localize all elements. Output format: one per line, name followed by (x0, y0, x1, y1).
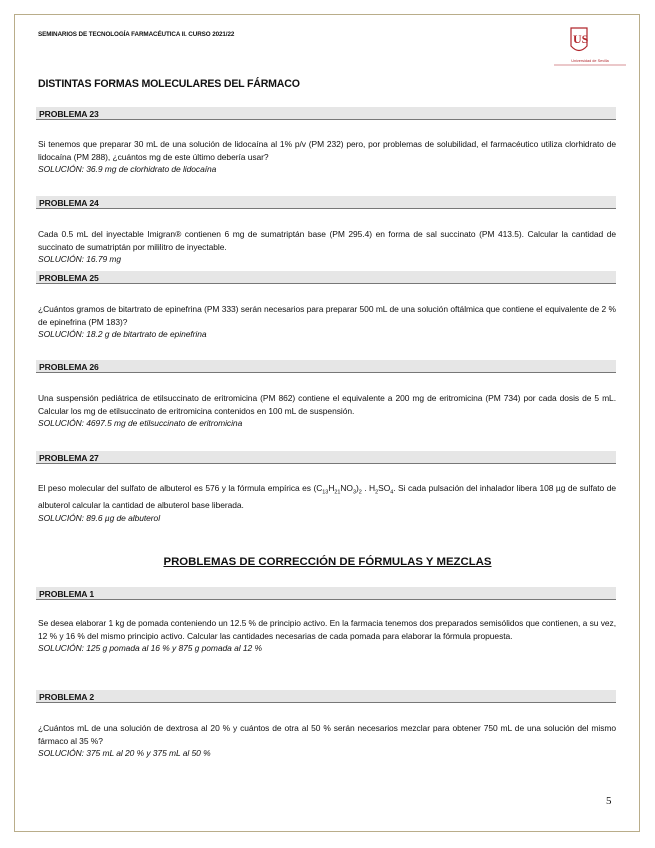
running-header: SEMINARIOS DE TECNOLOGÍA FARMACÉUTICA II. CURSO 2021/22 (38, 31, 235, 38)
problem-26-solution: SOLUCIÓN: 4697.5 mg de etilsuccinato de eritromicina (38, 418, 243, 428)
problem-26-bar: PROBLEMA 26 (36, 360, 616, 373)
university-logo (550, 24, 630, 68)
problem-23-solution: SOLUCIÓN: 36.9 mg de clorhidrato de lidocaína (38, 164, 217, 174)
problem-26-text: Una suspensión pediátrica de etilsuccinato de eritromicina (PM 862) contiene el equivalente a 200 mg de eritromicina (PM 734) por cada dosis de 5 mL. Calcular los mg de etilsuccinato de eritromicina contenidos en 100 mL de suspensión. (38, 393, 616, 416)
problem-1-text: Se desea elaborar 1 kg de pomada conteniendo un 12.5 % de principio activo. En la farmacia tenemos dos preparados semisólidos que contienen, a su vez, 12 % y 16 % del mismo principio activo. Calcular las cantidades necesarias de cada pomada para elaborar la fórmula propuesta. (38, 618, 616, 641)
problem-25-body (38, 303, 616, 341)
problem-24-bar: PROBLEMA 24 (36, 196, 616, 209)
problem-27-solution: SOLUCIÓN: 89.6 µg de albuterol (38, 512, 161, 523)
problem-23-body (38, 138, 616, 176)
problem-27-bar: PROBLEMA 27 (36, 451, 616, 464)
problem-26-body (38, 392, 616, 430)
problem-2-solution: SOLUCIÓN: 375 mL al 20 % y 375 mL al 50 % (38, 748, 211, 758)
problem-23-bar: PROBLEMA 23 (36, 107, 616, 120)
section-title-molecular-forms: DISTINTAS FORMAS MOLECULARES DEL FÁRMACO (38, 78, 300, 90)
problem-27-text: El peso molecular del sulfato de albuterol es 576 y la fórmula empírica es $(C_{13}H_{21}NO_3)_2$ . $H_2SO_4$. Si cada pulsación del inhalador libera 108 µg de sulfato de albuterol calcular la cantidad de albuterol base liberada. (38, 483, 616, 511)
problem-25-text: ¿Cuántos gramos de bitartrato de epinefrina (PM 333) serán necesarios para preparar 500 mL de una solución oftálmica que contiene el equivalente de 2 % de epinefrina (PM 183)? (38, 304, 616, 327)
section-title-corrections: PROBLEMAS DE CORRECCIÓN DE FÓRMULAS Y MEZCLAS (163, 556, 492, 568)
problem-25-solution: SOLUCIÓN: 18.2 g de bitartrato de epinefrina (38, 329, 207, 339)
problem-2-body (38, 722, 616, 760)
problem-1-bar: PROBLEMA 1 (36, 587, 616, 600)
problem-27-body (38, 482, 616, 524)
problem-1-solution: SOLUCIÓN: 125 g pomada al 16 % y 875 g pomada al 12 % (38, 643, 262, 653)
problem-1-body (38, 617, 616, 655)
logo-mark: US (573, 32, 589, 46)
logo-caption: Universidad de Sevilla (571, 59, 609, 63)
problem-24-body (38, 228, 616, 266)
problem-24-solution: SOLUCIÓN: 16.79 mg (38, 254, 122, 264)
problem-23-text: Si tenemos que preparar 30 mL de una solución de lidocaína al 1% p/v (PM 232) pero, por problemas de solubilidad, el farmacéutico utiliza clorhidrato de lidocaína (PM 288), ¿cuántos mg de este último debería usar? (38, 139, 616, 162)
problem-2-text: ¿Cuántos mL de una solución de dextrosa al 20 % y cuántos de otra al 50 % serán necesarios mezclar para obtener 750 mL de una solución del mismo fármaco al 35 %? (38, 723, 616, 746)
problem-24-text: Cada 0.5 mL del inyectable Imigran® contienen 6 mg de sumatriptán base (PM 295.4) en forma de sal succinato (PM 413.5). Calcular la cantidad de succinato de sumatriptán por mililitro de inyectable. (38, 229, 616, 252)
problem-2-bar: PROBLEMA 2 (36, 690, 616, 703)
page-number: 5 (606, 795, 612, 807)
problem-25-bar: PROBLEMA 25 (36, 271, 616, 284)
